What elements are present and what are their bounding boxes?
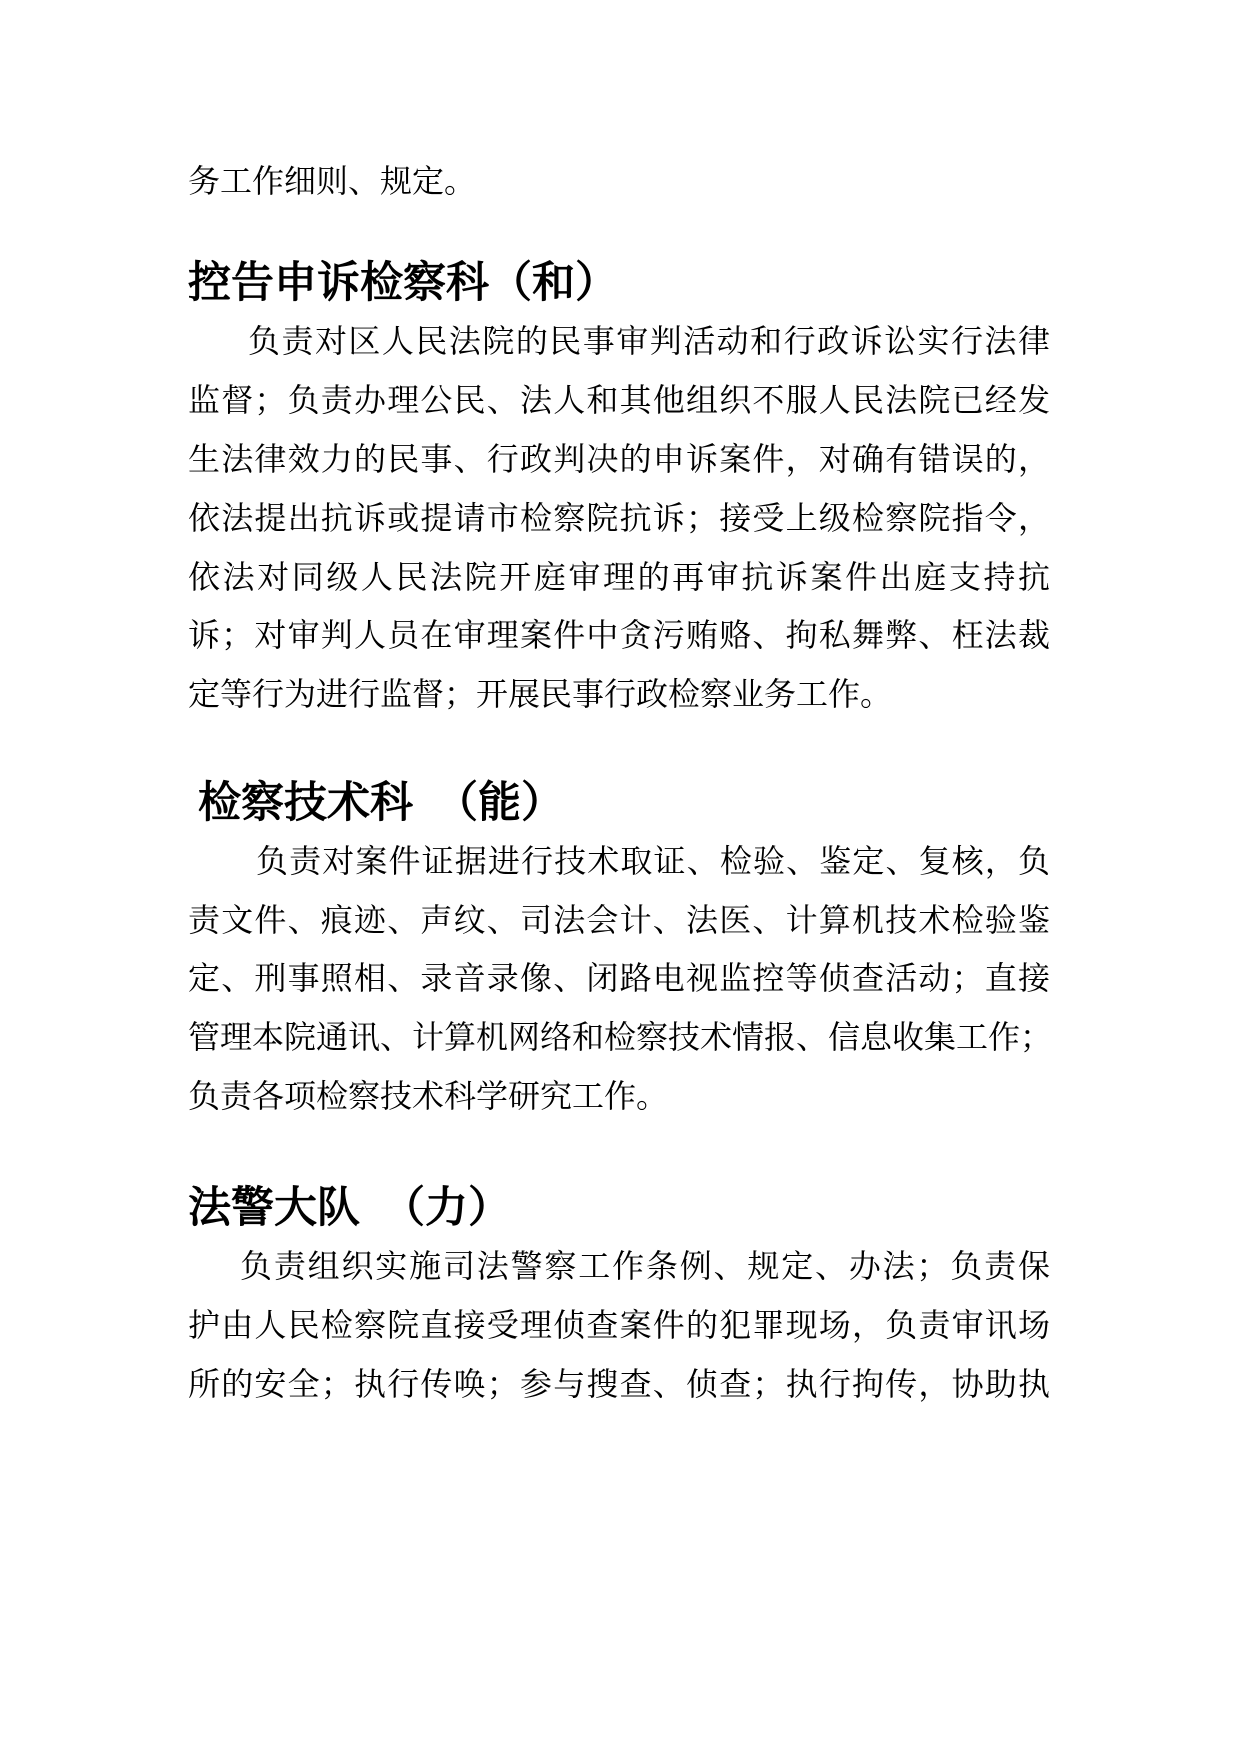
paragraph-line: 责文件、痕迹、声纹、司法会计、法医、计算机技术检验鉴 [188,901,1050,939]
paragraph-line: 管理本院通讯、计算机网络和检察技术情报、信息收集工作； [188,1018,1053,1056]
section-title: 控告申诉检察科 [188,258,489,308]
section-heading-bailiff [188,1182,511,1234]
paragraph-line: 护由人民检察院直接受理侦查案件的犯罪现场，负责审讯场 [188,1306,1050,1344]
section-tag: （和） [489,258,618,308]
paragraph-line: 负责各项检察技术科学研究工作。 [188,1077,669,1115]
section-title: 检察技术科 [198,778,413,828]
paragraph-line: 负责对案件证据进行技术取证、检验、鉴定、复核，负 [256,842,1050,880]
paragraph-line: 依法对同级人民法院开庭审理的再审抗诉案件出庭支持抗 [188,558,1050,596]
paragraph-line: 生法律效力的民事、行政判决的申诉案件，对确有错误的， [188,440,1050,478]
paragraph-line: 负责组织实施司法警察工作条例、规定、办法；负责保 [240,1247,1050,1285]
paragraph-line: 监督；负责办理公民、法人和其他组织不服人民法院已经发 [188,381,1050,419]
section-tag: （能） [435,778,564,828]
continuation-line: 务工作细则、规定。 [188,162,477,200]
section-heading-technology [198,777,564,829]
paragraph-line: 定、刑事照相、录音录像、闭路电视监控等侦查活动；直接 [188,959,1050,997]
section-heading-complaints [188,257,618,309]
paragraph-line: 诉；对审判人员在审理案件中贪污贿赂、拘私舞弊、枉法裁 [188,616,1050,654]
paragraph-line: 定等行为进行监督；开展民事行政检察业务工作。 [188,675,893,713]
section-tag: （力） [382,1183,511,1233]
paragraph-line: 负责对区人民法院的民事审判活动和行政诉讼实行法律 [248,322,1050,360]
paragraph-line: 所的安全；执行传唤；参与搜查、侦查；执行拘传，协助执 [188,1365,1050,1403]
paragraph-line: 依法提出抗诉或提请市检察院抗诉；接受上级检察院指令， [188,499,1050,537]
section-title: 法警大队 [188,1183,360,1233]
